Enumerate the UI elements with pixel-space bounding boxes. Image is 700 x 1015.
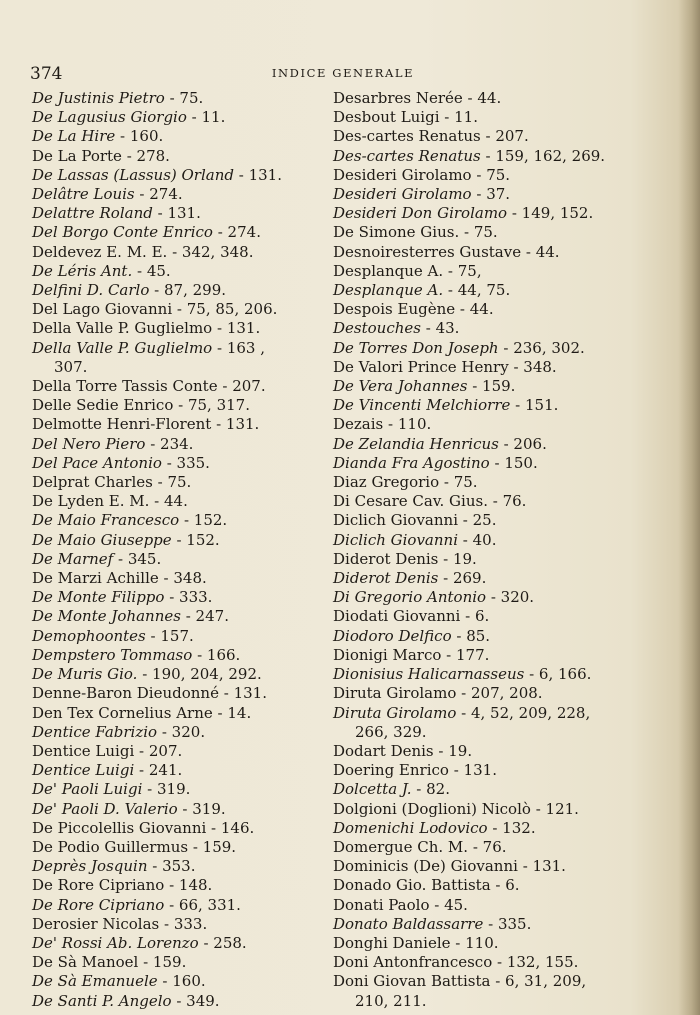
- entry-page-refs: - 19.: [433, 741, 473, 760]
- entry-name: De' Paoli D. Valerio: [32, 799, 178, 818]
- entry-name: Domenichi Lodovico: [333, 818, 488, 837]
- entry-page-refs: - 335.: [483, 914, 532, 933]
- entry-name: De Maio Giuseppe: [32, 530, 172, 549]
- entry-name: Delattre Roland: [32, 204, 153, 223]
- entry-page-refs: - 121.: [530, 799, 579, 818]
- entry-page-refs: - 11.: [186, 108, 226, 127]
- index-entry: [333, 953, 663, 972]
- entry-name: Diclich Giovanni: [333, 511, 458, 530]
- index-entry: [333, 531, 663, 550]
- entry-page-refs: - 87, 299.: [149, 281, 227, 300]
- index-column-right: [333, 89, 663, 1011]
- index-entry: [32, 992, 332, 1011]
- entry-page-refs: - 207.: [134, 741, 183, 760]
- entry-name: Diodati Giovanni: [333, 607, 461, 626]
- entry-page-refs: - 319.: [177, 799, 226, 818]
- index-entry: [32, 243, 332, 262]
- index-entry: [32, 531, 332, 550]
- entry-name: De Marzi Achille: [32, 569, 159, 588]
- entry-page-refs: - 131.: [211, 415, 260, 434]
- entry-name: De Sà Emanuele: [32, 972, 158, 991]
- index-entry: [32, 166, 332, 185]
- entry-page-refs: - 132, 155.: [492, 953, 579, 972]
- index-entry: [32, 319, 332, 338]
- index-entry: [32, 223, 332, 242]
- entry-name: Dentice Luigi: [32, 761, 135, 780]
- entry-page-refs: - 66, 331.: [164, 895, 241, 914]
- entry-name: De Lassas (Lassus) Orland: [32, 165, 234, 184]
- entry-name: De Sà Manoel: [32, 953, 139, 972]
- entry-name: De Rore Cipriano: [32, 876, 165, 895]
- entry-page-refs: - 333.: [159, 914, 208, 933]
- entry-name: Domergue Ch. M.: [333, 837, 469, 856]
- running-title: INDICE GENERALE: [271, 66, 415, 80]
- entry-name: Del Lago Giovanni: [32, 300, 173, 319]
- index-entry: [333, 876, 663, 895]
- entry-name: Desideri Don Girolamo: [333, 204, 508, 223]
- index-entry: [32, 147, 332, 166]
- entry-page-refs: - 131.: [448, 761, 497, 780]
- entry-name: Diaz Gregorio: [333, 473, 440, 492]
- entry-page-refs: - 82.: [411, 780, 450, 799]
- page-number: 374: [30, 64, 63, 84]
- entry-name: De Podio Guillermus: [32, 837, 189, 856]
- index-entry: [333, 607, 663, 626]
- entry-page-refs: - 342, 348.: [167, 242, 254, 261]
- entry-page-refs: - 19.: [438, 549, 477, 568]
- entry-page-refs: - 76.: [468, 837, 507, 856]
- index-entry: [32, 473, 332, 492]
- entry-page-refs: - 206.: [498, 434, 547, 453]
- index-entry: [333, 166, 663, 185]
- entry-name: De Vincenti Melchiorre: [333, 396, 511, 415]
- index-entry: [333, 358, 663, 377]
- entry-name: De Vera Johannes: [333, 377, 468, 396]
- entry-name: Del Borgo Conte Enrico: [32, 223, 213, 242]
- entry-name: Desideri Girolamo: [333, 165, 472, 184]
- entry-page-refs: - 131.: [218, 684, 267, 703]
- entry-name: De Zelandia Henricus: [333, 434, 499, 453]
- index-entry: [32, 972, 332, 991]
- entry-name: Destouches: [333, 319, 421, 338]
- index-entry: [32, 435, 332, 454]
- entry-name: De Marnef: [32, 549, 114, 568]
- entry-name: Denne-Baron Dieudonné: [32, 684, 219, 703]
- entry-page-refs: - 236, 302.: [498, 338, 585, 357]
- index-entry: [32, 127, 332, 146]
- index-entry: [32, 684, 332, 703]
- entry-page-refs: - 177.: [441, 645, 490, 664]
- entry-page-refs: - 258.: [198, 933, 247, 952]
- index-entry: [333, 704, 663, 742]
- entry-page-refs: - 320.: [157, 722, 206, 741]
- entry-page-refs: - 85.: [451, 626, 491, 645]
- entry-name: De Justinis Pietro: [32, 89, 165, 107]
- entry-page-refs: - 4, 52, 209, 228,: [456, 703, 591, 722]
- entry-name: De Lagusius Giorgio: [32, 108, 187, 127]
- entry-page-refs: - 25.: [458, 511, 497, 530]
- entry-page-refs: - 207, 208.: [456, 684, 543, 703]
- entry-name: De Maio Francesco: [32, 511, 180, 530]
- index-entry: [32, 204, 332, 223]
- entry-name: De Piccolellis Giovanni: [32, 818, 207, 837]
- entry-page-refs-continued: 266, 329.: [355, 722, 427, 741]
- index-entry: [333, 319, 663, 338]
- index-entry: [333, 665, 663, 684]
- entry-page-refs: - 132.: [487, 818, 536, 837]
- entry-name: Den Tex Cornelius Arne: [32, 703, 213, 722]
- index-entry: [32, 607, 332, 626]
- index-entry: [32, 569, 332, 588]
- index-entry: [333, 108, 663, 127]
- index-entry: [32, 185, 332, 204]
- entry-page-refs: - 131.: [517, 857, 566, 876]
- entry-name: De Torres Don Joseph: [333, 338, 499, 357]
- entry-page-refs: - 44.: [149, 492, 188, 511]
- index-entry: [333, 511, 663, 530]
- index-entry: [333, 800, 663, 819]
- entry-name: De Simone Gius.: [333, 223, 460, 242]
- entry-name: Del Pace Antonio: [32, 453, 162, 472]
- index-entry: [333, 243, 663, 262]
- entry-page-refs: - 269.: [438, 569, 487, 588]
- index-entry: [32, 723, 332, 742]
- entry-name: Doni Giovan Battista: [333, 972, 491, 991]
- index-entry: [32, 627, 332, 646]
- entry-page-refs: - 241.: [134, 761, 183, 780]
- entry-name: Donado Gio. Battista: [333, 876, 491, 895]
- index-entry: [32, 492, 332, 511]
- entry-name: Desbout Luigi: [333, 108, 440, 127]
- index-entry: [32, 742, 332, 761]
- entry-name: De' Paoli Luigi: [32, 780, 143, 799]
- index-entry: [32, 588, 332, 607]
- index-entry: [333, 185, 663, 204]
- entry-page-refs: - 6.: [460, 607, 490, 626]
- entry-page-refs: - 40.: [458, 530, 497, 549]
- entry-page-refs: - 348.: [508, 357, 557, 376]
- entry-name: Delfini D. Carlo: [32, 281, 150, 300]
- entry-name: Donghi Daniele: [333, 933, 451, 952]
- entry-page-refs: - 160.: [115, 127, 164, 146]
- entry-name: De Léris Ant.: [32, 261, 133, 280]
- index-entry: [333, 780, 663, 799]
- index-entry: [333, 435, 663, 454]
- entry-name: Dezais: [333, 415, 384, 434]
- entry-page-refs: - 75.: [152, 473, 192, 492]
- index-entry: [32, 454, 332, 473]
- entry-name: Deprès Josquin: [32, 857, 148, 876]
- page-gutter-shadow: [678, 0, 700, 1015]
- index-entry: [32, 550, 332, 569]
- entry-name: Delâtre Louis: [32, 185, 135, 204]
- entry-page-refs: - 75, 85, 206.: [172, 300, 278, 319]
- entry-name: Dianda Fra Agostino: [333, 453, 490, 472]
- entry-page-refs: - 190, 204, 292.: [137, 665, 262, 684]
- entry-name: De' Rossi Ab. Lorenzo: [32, 933, 199, 952]
- index-entry: [333, 262, 663, 281]
- index-entry: [333, 492, 663, 511]
- entry-name: De La Hire: [32, 127, 116, 146]
- entry-page-refs: - 152.: [171, 530, 220, 549]
- entry-page-refs: - 75.: [439, 473, 478, 492]
- index-entry: [32, 665, 332, 684]
- index-entry: [32, 896, 332, 915]
- entry-page-refs: - 353.: [147, 857, 196, 876]
- entry-page-refs: - 44.: [462, 89, 502, 107]
- entry-name: De Monte Johannes: [32, 607, 181, 626]
- index-entry: [32, 876, 332, 895]
- entry-name: Dolcetta J.: [333, 780, 412, 799]
- entry-page-refs: - 146.: [206, 818, 255, 837]
- page-header: [30, 64, 656, 86]
- entry-name: Desplanque A.: [333, 281, 444, 300]
- index-entry: [333, 819, 663, 838]
- index-entry: [333, 339, 663, 358]
- index-entry: [333, 896, 663, 915]
- index-entry: [32, 262, 332, 281]
- entry-name: Della Torre Tassis Conte: [32, 377, 218, 396]
- entry-name: Di Gregorio Antonio: [333, 588, 487, 607]
- entry-page-refs: - 75,: [443, 261, 482, 280]
- entry-page-refs: - 163 ,: [212, 338, 265, 357]
- index-entry: [32, 761, 332, 780]
- entry-page-refs: - 166.: [192, 645, 241, 664]
- index-entry: [32, 646, 332, 665]
- entry-name: Donato Baldassarre: [333, 914, 484, 933]
- entry-name: Della Valle P. Guglielmo: [32, 319, 213, 338]
- entry-page-refs-continued: 210, 211.: [355, 991, 427, 1010]
- entry-page-refs: - 149, 152.: [507, 204, 594, 223]
- index-entry: [333, 550, 663, 569]
- index-entry: [32, 377, 332, 396]
- entry-page-refs: - 110.: [383, 415, 432, 434]
- entry-page-refs: - 319.: [142, 780, 191, 799]
- entry-page-refs: - 345.: [113, 549, 162, 568]
- entry-page-refs: - 320.: [486, 588, 535, 607]
- index-entry: [32, 396, 332, 415]
- index-entry: [333, 223, 663, 242]
- entry-page-refs: - 234.: [145, 434, 194, 453]
- entry-page-refs: - 45.: [132, 261, 171, 280]
- entry-page-refs: - 110.: [450, 933, 499, 952]
- index-entry: [333, 300, 663, 319]
- entry-page-refs: - 131.: [152, 204, 201, 223]
- entry-name: De Santi P. Angelo: [32, 991, 172, 1010]
- entry-page-refs: - 44.: [521, 242, 560, 261]
- entry-name: Delmotte Henri-Florent: [32, 415, 212, 434]
- index-entry: [333, 761, 663, 780]
- entry-name: Delprat Charles: [32, 473, 153, 492]
- entry-page-refs: - 335.: [161, 453, 210, 472]
- entry-name: Dentice Fabrizio: [32, 722, 158, 741]
- entry-page-refs: - 160.: [157, 972, 206, 991]
- entry-name: Deldevez E. M. E.: [32, 242, 168, 261]
- index-entry: [32, 415, 332, 434]
- index-entry: [32, 838, 332, 857]
- index-entry: [32, 953, 332, 972]
- entry-name: Diderot Denis: [333, 569, 439, 588]
- index-entry: [333, 454, 663, 473]
- entry-name: De La Porte: [32, 146, 122, 165]
- entry-page-refs: - 159, 162, 269.: [480, 146, 606, 165]
- index-column-left: [32, 89, 332, 1011]
- entry-name: Della Valle P. Guglielmo: [32, 338, 213, 357]
- entry-page-refs: - 159.: [188, 837, 237, 856]
- entry-name: De Monte Filippo: [32, 588, 165, 607]
- entry-name: Desnoiresterres Gustave: [333, 242, 522, 261]
- entry-name: Demophoontes: [32, 626, 146, 645]
- entry-name: De Rore Cipriano: [32, 895, 165, 914]
- entry-page-refs: - 159.: [467, 377, 516, 396]
- entry-name: Diderot Denis: [333, 549, 439, 568]
- entry-name: De Valori Prince Henry: [333, 357, 509, 376]
- entry-page-refs: - 247.: [180, 607, 229, 626]
- entry-name: Diodoro Delfico: [333, 626, 452, 645]
- index-entry: [333, 281, 663, 300]
- index-entry: [333, 147, 663, 166]
- index-entry: [333, 646, 663, 665]
- index-entry: [32, 780, 332, 799]
- entry-name: Doering Enrico: [333, 761, 449, 780]
- entry-page-refs: - 75.: [164, 89, 204, 107]
- entry-page-refs: - 44, 75.: [443, 281, 511, 300]
- entry-name: Des-cartes Renatus: [333, 146, 481, 165]
- entry-name: Dolgioni (Doglioni) Nicolò: [333, 799, 531, 818]
- entry-page-refs: - 131.: [233, 165, 282, 184]
- index-entry: [333, 588, 663, 607]
- entry-name: Dionigi Marco: [333, 645, 442, 664]
- index-entry: [333, 415, 663, 434]
- entry-name: Dominicis (De) Giovanni: [333, 857, 518, 876]
- entry-page-refs: - 207.: [480, 127, 529, 146]
- entry-page-refs: - 151.: [510, 396, 559, 415]
- index-entry: [333, 569, 663, 588]
- entry-page-refs: - 6, 166.: [524, 665, 592, 684]
- index-entry: [333, 934, 663, 953]
- index-entry: [32, 511, 332, 530]
- entry-name: Donati Paolo: [333, 895, 430, 914]
- entry-page-refs: - 75, 317.: [173, 396, 250, 415]
- index-entry: [333, 627, 663, 646]
- entry-page-refs: - 43.: [420, 319, 460, 338]
- entry-page-refs: - 131.: [212, 319, 261, 338]
- index-entry: [32, 704, 332, 723]
- index-entry: [32, 819, 332, 838]
- index-entry: [32, 300, 332, 319]
- index-entry: [32, 339, 332, 377]
- index-entry: [333, 838, 663, 857]
- index-entry: [32, 281, 332, 300]
- entry-name: De Muris Gio.: [32, 665, 138, 684]
- entry-page-refs: - 150.: [489, 453, 538, 472]
- index-entry: [333, 684, 663, 703]
- entry-page-refs: - 14.: [212, 703, 252, 722]
- entry-name: Delle Sedie Enrico: [32, 396, 174, 415]
- entry-name: Derosier Nicolas: [32, 914, 160, 933]
- entry-name: Dionisius Halicarnasseus: [333, 665, 525, 684]
- entry-name: Diruta Girolamo: [333, 684, 457, 703]
- entry-page-refs: - 274.: [212, 223, 261, 242]
- index-entry: [32, 934, 332, 953]
- entry-name: Dodart Denis: [333, 741, 434, 760]
- entry-page-refs: - 148.: [164, 876, 213, 895]
- entry-page-refs: - 37.: [471, 185, 511, 204]
- index-entry: [333, 396, 663, 415]
- index-entry: [333, 742, 663, 761]
- entry-page-refs: - 159.: [138, 953, 187, 972]
- entry-name: Desplanque A.: [333, 261, 444, 280]
- index-entry: [32, 857, 332, 876]
- index-entry: [32, 800, 332, 819]
- index-entry: [333, 204, 663, 223]
- index-entry: [333, 473, 663, 492]
- index-entry: [333, 972, 663, 1010]
- entry-name: Diclich Giovanni: [333, 530, 458, 549]
- entry-name: Desideri Girolamo: [333, 185, 472, 204]
- entry-page-refs: - 76.: [487, 492, 527, 511]
- entry-page-refs: - 274.: [134, 185, 183, 204]
- index-entry: [333, 915, 663, 934]
- index-entry: [333, 89, 663, 108]
- index-entry: [333, 377, 663, 396]
- index-entry: [333, 857, 663, 876]
- entry-name: De Lyden E. M.: [32, 492, 150, 511]
- entry-name: Di Cesare Cav. Gius.: [333, 492, 488, 511]
- entry-page-refs: - 75.: [471, 165, 511, 184]
- entry-page-refs: - 348.: [158, 569, 207, 588]
- index-entry: [32, 915, 332, 934]
- entry-name: Dentice Luigi: [32, 741, 135, 760]
- index-entry: [32, 108, 332, 127]
- entry-page-refs: - 278.: [121, 146, 170, 165]
- entry-page-refs: - 11.: [439, 108, 478, 127]
- entry-page-refs: - 6.: [490, 876, 520, 895]
- entry-name: Diruta Girolamo: [333, 703, 457, 722]
- entry-page-refs-continued: 307.: [54, 357, 88, 376]
- entry-name: Desarbres Nerée: [333, 89, 463, 107]
- entry-page-refs: - 157.: [145, 626, 194, 645]
- entry-page-refs: - 349.: [171, 991, 220, 1010]
- entry-page-refs: - 207.: [217, 377, 266, 396]
- index-entry: [32, 89, 332, 108]
- entry-name: Dempstero Tommaso: [32, 645, 193, 664]
- entry-name: Doni Antonfrancesco: [333, 953, 493, 972]
- entry-name: Despois Eugène: [333, 300, 456, 319]
- entry-page-refs: - 44.: [455, 300, 494, 319]
- entry-name: Del Nero Piero: [32, 434, 146, 453]
- entry-page-refs: - 75.: [459, 223, 498, 242]
- entry-name: Des-cartes Renatus: [333, 127, 481, 146]
- entry-page-refs: - 152.: [179, 511, 228, 530]
- entry-page-refs: - 333.: [164, 588, 213, 607]
- index-entry: [333, 127, 663, 146]
- entry-page-refs: - 45.: [429, 895, 468, 914]
- entry-page-refs: - 6, 31, 209,: [490, 972, 587, 991]
